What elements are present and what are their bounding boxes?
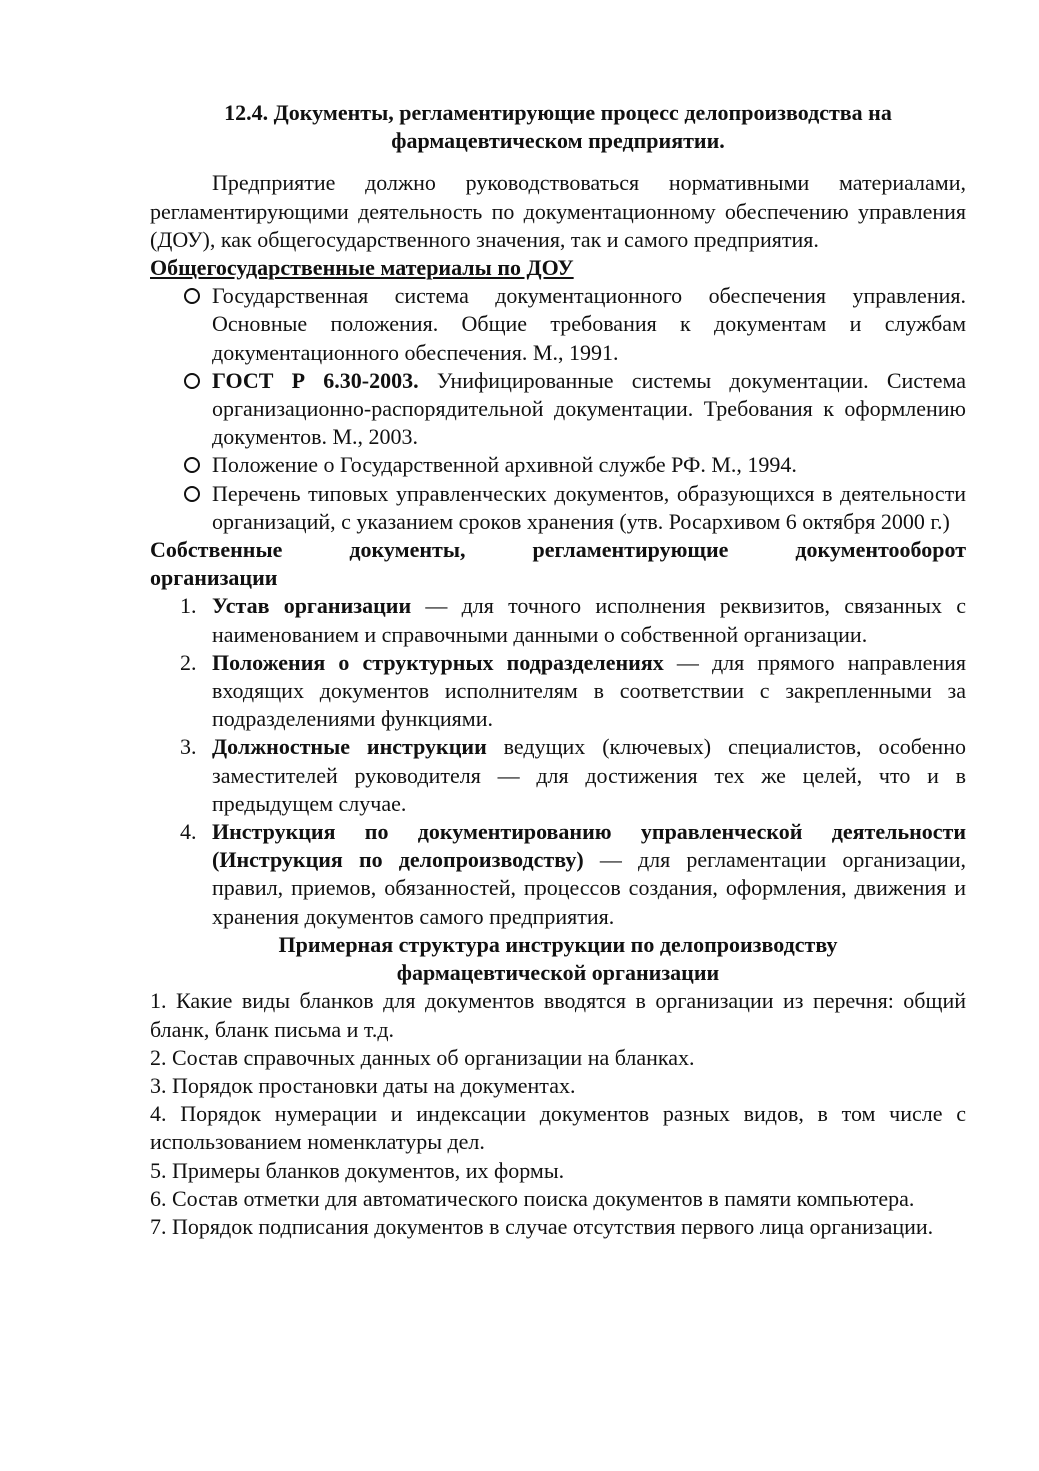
list-item: 6. Состав отметки для автоматического поиска документов в памяти компьютера. <box>150 1185 915 1211</box>
state-materials-heading: Общегосударственные материалы по ДОУ <box>150 255 574 281</box>
list-item: 5. Примеры бланков документов, их формы. <box>150 1157 565 1183</box>
own-documents-heading <box>150 536 966 592</box>
state-materials-list <box>150 282 966 536</box>
structure-heading <box>150 931 966 987</box>
list-item: 1. Устав организации — для точного исполнения реквизитов, связанных с наименованием и справочными данными о собственной организации. <box>180 593 967 647</box>
list-item: 4. Инструкция по документированию управленческой деятельности (Инструкция по делопроизводству) — для регламентации организации, правил, приемов, обязанностей, процессов создания, оформления, движения и хранения документов самого предприятия. <box>180 819 966 929</box>
circle-bullet-icon <box>184 288 200 304</box>
structure-heading-line-2: фармацевтической организации <box>396 960 720 986</box>
list-item: Положение о Государственной архивной службе РФ. М., 1994. <box>150 451 966 479</box>
list-item: 3. Должностные инструкции ведущих (ключевых) специалистов, особенно заместителей руководителя — для достижения тех же целей, что и в предыдущем случае. <box>180 734 966 816</box>
list-item: 2. Положения о структурных подразделениях — для прямого направления входящих документов исполнителям в соответствии с закрепленными за подразделениями функциями. <box>180 649 966 732</box>
list-item: 2. Состав справочных данных об организации на бланках. <box>150 1044 695 1070</box>
list-item: 4. Порядок нумерации и индексации документов разных видов, в том числе с использованием номенклатуры дел. <box>150 1101 966 1155</box>
list-item: Перечень типовых управленческих документов, образующихся в деятельности организаций, с указанием сроков хранения (утв. Росархивом 6 октября 2000 г.) <box>150 480 966 536</box>
list-item: Государственная система документационного обеспечения управления. Основные положения. Общие требования к документам и службам документационного обеспечения. М., 1991. <box>150 282 966 367</box>
page-title <box>150 99 966 155</box>
own-documents-list <box>150 592 966 930</box>
title-line-2: фармацевтическом предприятии. <box>391 128 725 154</box>
own-documents-heading-line-1: Собственные документы, регламентирующие документооборот <box>150 537 966 563</box>
list-item: 7. Порядок подписания документов в случае отсутствия первого лица организации. <box>150 1213 934 1239</box>
circle-bullet-icon <box>184 486 200 502</box>
circle-bullet-icon <box>184 457 200 473</box>
structure-heading-line-1: Примерная структура инструкции по делопроизводству <box>278 931 838 957</box>
structure-list <box>150 987 966 1241</box>
list-item: ГОСТ Р 6.30-2003. Унифицированные системы документации. Система организационно-распорядительной документации. Требования к оформлению документов. М., 2003. <box>150 367 966 452</box>
list-item: 1. Какие виды бланков для документов вводятся в организации из перечня: общий бланк, бланк письма и т.д. <box>150 988 966 1042</box>
intro-paragraph: Предприятие должно руководствоваться нормативными материалами, регламентирующими деятельность по документационному обеспечению управления (ДОУ), как общегосударственного значения, так и самого предприятия. <box>150 170 966 252</box>
list-item: 3. Порядок простановки даты на документах. <box>150 1072 576 1098</box>
title-line-1: 12.4. Документы, регламентирующие процесс делопроизводства на <box>224 100 892 125</box>
document-page <box>150 99 966 1241</box>
own-documents-heading-line-2: организации <box>150 565 278 591</box>
circle-bullet-icon <box>184 373 200 389</box>
